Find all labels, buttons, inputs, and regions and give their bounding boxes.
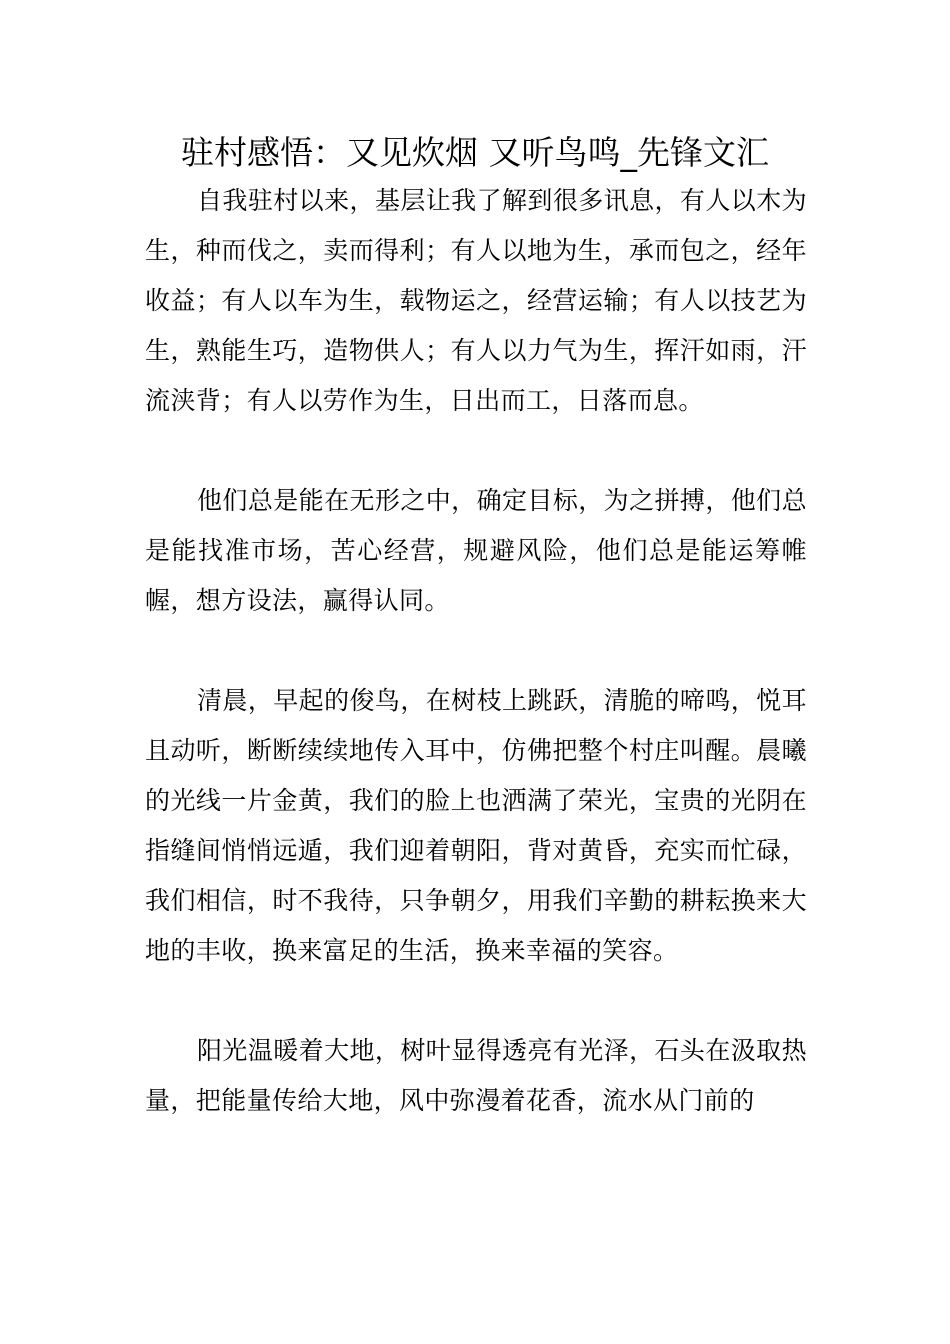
paragraph-2: 他们总是能在无形之中，确定目标，为之拼搏，他们总是能找准市场，苦心经营，规避风险，他们总是能运筹帷幄，想方设法，赢得认同。: [145, 486, 807, 615]
paragraph-spacer: [145, 626, 807, 676]
paragraph-spacer: [145, 976, 807, 1026]
document-body: [145, 176, 807, 1126]
paragraph-4: 阳光温暖着大地，树叶显得透亮有光泽，石头在汲取热量，把能量传给大地，风中弥漫着花香，流水从门前的: [145, 1036, 807, 1115]
document-title: 驻村感悟：又见炊烟 又听鸟鸣_先锋文汇: [181, 133, 769, 172]
paragraph-spacer: [145, 426, 807, 476]
paragraph-3: 清晨，早起的俊鸟，在树枝上跳跃，清脆的啼鸣，悦耳且动听，断断续续地传入耳中，仿佛把整个村庄叫醒。晨曦的光线一片金黄，我们的脸上也洒满了荣光，宝贵的光阴在指缝间悄悄远遁，我们迎着朝阳，背对黄昏，充实而忙碌，我们相信，时不我待，只争朝夕，用我们辛勤的耕耘换来大地的丰收，换来富足的生活，换来幸福的笑容。: [145, 686, 807, 965]
paragraph-1: 自我驻村以来，基层让我了解到很多讯息，有人以木为生，种而伐之，卖而得利；有人以地为生，承而包之，经年收益；有人以车为生，载物运之，经营运输；有人以技艺为生，熟能生巧，造物供人；有人以力气为生，挥汗如雨，汗流浃背；有人以劳作为生，日出而工，日落而息。: [145, 186, 807, 415]
